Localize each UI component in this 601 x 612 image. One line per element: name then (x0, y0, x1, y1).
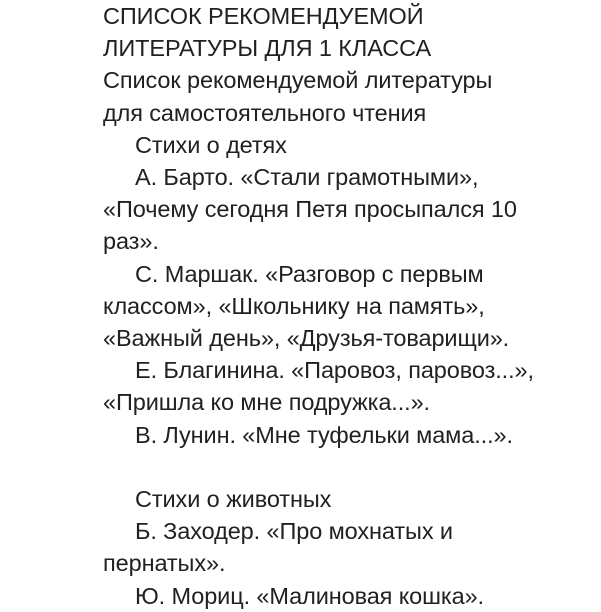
entry-morits: Ю. Мориц. «Малиновая кошка». (135, 582, 484, 609)
entry-barto-line-1: А. Барто. «Стали грамотными», (135, 164, 479, 191)
section-heading-children: Стихи о детях (135, 131, 287, 158)
blank-line (103, 451, 583, 483)
document-body (103, 0, 583, 612)
subtitle-line-2: для самостоятельного чтения (103, 99, 427, 126)
entry-blaginina-line-1: Е. Благинина. «Паровоз, паровоз...», (135, 357, 534, 384)
title-line-1: СПИСОК РЕКОМЕНДУЕМОЙ (103, 3, 424, 29)
entry-marshak-line-1: С. Маршак. «Разговор с первым (135, 260, 484, 287)
entry-zakhoder-line-2: пернатых». (103, 550, 226, 577)
entry-lunin: В. Лунин. «Мне туфельки мама...». (135, 421, 513, 448)
section-heading-animals: Стихи о животных (135, 486, 332, 513)
entry-marshak-line-2: классом», «Школьнику на память», (103, 292, 485, 319)
entry-blaginina-line-2: «Пришла ко мне подружка...». (103, 389, 430, 416)
title-line-2: ЛИТЕРАТУРЫ ДЛЯ 1 КЛАССА (103, 35, 432, 62)
entry-marshak-line-3: «Важный день», «Друзья-товарищи». (103, 325, 510, 352)
entry-barto-line-3: раз». (103, 228, 159, 255)
entry-zakhoder-line-1: Б. Заходер. «Про мохнатых и (135, 518, 453, 545)
subtitle-line-1: Список рекомендуемой литературы (103, 67, 493, 94)
entry-barto-line-2: «Почему сегодня Петя просыпался 10 (103, 196, 517, 223)
